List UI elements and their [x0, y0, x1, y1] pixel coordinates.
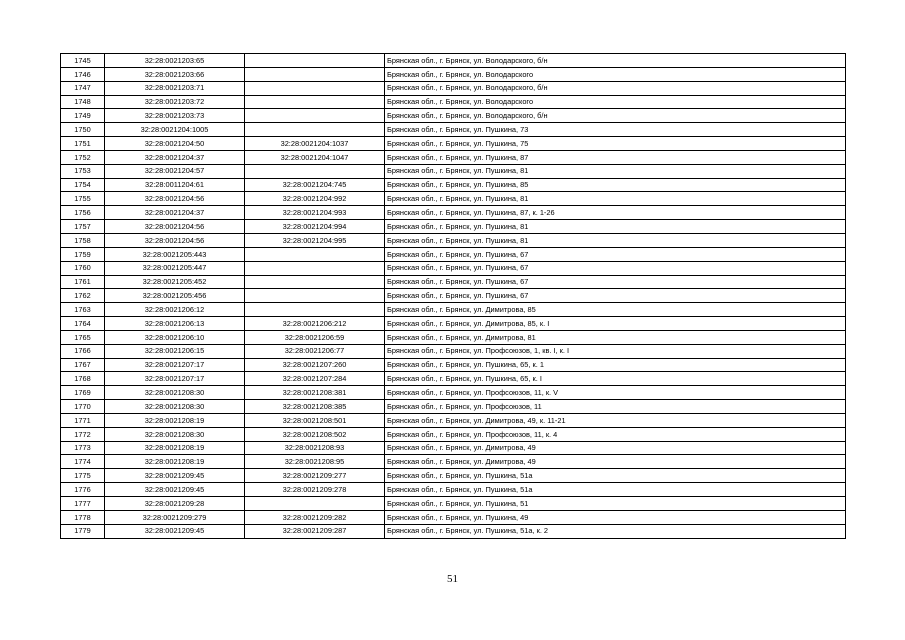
table-row [61, 483, 846, 497]
related-cadastral-number-cell: 32:28:0021207:260 [245, 358, 385, 372]
address-cell: Брянская обл., г. Брянск, ул. Пушкина, 75 [385, 137, 846, 151]
cadastral-number-cell: 32:28:0021209:45 [105, 483, 245, 497]
table-row [61, 441, 846, 455]
table-row [61, 150, 846, 164]
row-number-cell: 1767 [61, 358, 105, 372]
address-cell: Брянская обл., г. Брянск, ул. Димитрова, 49 [385, 441, 846, 455]
row-number-cell: 1776 [61, 483, 105, 497]
table-row [61, 275, 846, 289]
cadastral-number-cell: 32:28:0021206:10 [105, 330, 245, 344]
related-cadastral-number-cell: 32:28:0021209:277 [245, 469, 385, 483]
cadastral-number-cell: 32:28:0021206:12 [105, 303, 245, 317]
related-cadastral-number-cell [245, 289, 385, 303]
address-cell: Брянская обл., г. Брянск, ул. Пушкина, 85 [385, 178, 846, 192]
related-cadastral-number-cell: 32:28:0021208:381 [245, 386, 385, 400]
table-row [61, 95, 846, 109]
related-cadastral-number-cell: 32:28:0021204:994 [245, 220, 385, 234]
address-cell: Брянская обл., г. Брянск, ул. Володарского [385, 95, 846, 109]
related-cadastral-number-cell: 32:28:0021204:995 [245, 233, 385, 247]
row-number-cell: 1751 [61, 137, 105, 151]
cadastral-number-cell: 32:28:0021204:37 [105, 206, 245, 220]
cadastral-number-cell: 32:28:0021207:17 [105, 372, 245, 386]
cadastral-number-cell: 32:28:0021204:56 [105, 192, 245, 206]
address-cell: Брянская обл., г. Брянск, ул. Пушкина, 67 [385, 247, 846, 261]
address-cell: Брянская обл., г. Брянск, ул. Пушкина, 87 [385, 150, 846, 164]
cadastral-number-cell: 32:28:0021209:28 [105, 497, 245, 511]
row-number-cell: 1760 [61, 261, 105, 275]
cadastral-number-cell: 32:28:0021208:30 [105, 427, 245, 441]
related-cadastral-number-cell: 32:28:0021207:284 [245, 372, 385, 386]
row-number-cell: 1765 [61, 330, 105, 344]
related-cadastral-number-cell: 32:28:0021209:282 [245, 510, 385, 524]
table-row [61, 261, 846, 275]
row-number-cell: 1777 [61, 497, 105, 511]
table-row [61, 303, 846, 317]
address-cell: Брянская обл., г. Брянск, ул. Димитрова, 49, к. 11-21 [385, 413, 846, 427]
cadastral-number-cell: 32:28:0021203:66 [105, 67, 245, 81]
cadastral-number-cell: 32:28:0021205:443 [105, 247, 245, 261]
cadastral-number-cell: 32:28:0021208:19 [105, 455, 245, 469]
row-number-cell: 1768 [61, 372, 105, 386]
address-cell: Брянская обл., г. Брянск, ул. Пушкина, 51а [385, 483, 846, 497]
cadastral-table [60, 53, 846, 539]
table-row [61, 358, 846, 372]
table-row [61, 386, 846, 400]
table-row [61, 344, 846, 358]
cadastral-number-cell: 32:28:0021206:15 [105, 344, 245, 358]
table-row [61, 164, 846, 178]
related-cadastral-number-cell: 32:28:0021204:745 [245, 178, 385, 192]
table-row [61, 469, 846, 483]
address-cell: Брянская обл., г. Брянск, ул. Пушкина, 81 [385, 164, 846, 178]
table-row [61, 67, 846, 81]
cadastral-number-cell: 32:28:0021206:13 [105, 317, 245, 331]
related-cadastral-number-cell: 32:28:0021204:992 [245, 192, 385, 206]
cadastral-number-cell: 32:28:0021204:1005 [105, 123, 245, 137]
table-row [61, 192, 846, 206]
table-row [61, 220, 846, 234]
table-row [61, 289, 846, 303]
row-number-cell: 1747 [61, 81, 105, 95]
table-row [61, 330, 846, 344]
related-cadastral-number-cell: 32:28:0021209:287 [245, 524, 385, 538]
address-cell: Брянская обл., г. Брянск, ул. Пушкина, 67 [385, 261, 846, 275]
row-number-cell: 1753 [61, 164, 105, 178]
cadastral-number-cell: 32:28:0021204:37 [105, 150, 245, 164]
related-cadastral-number-cell: 32:28:0021208:95 [245, 455, 385, 469]
row-number-cell: 1775 [61, 469, 105, 483]
address-cell: Брянская обл., г. Брянск, ул. Димитрова, 85, к. I [385, 317, 846, 331]
related-cadastral-number-cell [245, 95, 385, 109]
table-row [61, 427, 846, 441]
address-cell: Брянская обл., г. Брянск, ул. Пушкина, 81 [385, 192, 846, 206]
related-cadastral-number-cell: 32:28:0021209:278 [245, 483, 385, 497]
cadastral-number-cell: 32:28:0011204:61 [105, 178, 245, 192]
cadastral-number-cell: 32:28:0021208:19 [105, 413, 245, 427]
table-row [61, 137, 846, 151]
address-cell: Брянская обл., г. Брянск, ул. Володарского, б/н [385, 109, 846, 123]
address-cell: Брянская обл., г. Брянск, ул. Профсоюзов, 11 [385, 400, 846, 414]
address-cell: Брянская обл., г. Брянск, ул. Профсоюзов, 11, к. V [385, 386, 846, 400]
table-row [61, 81, 846, 95]
address-cell: Брянская обл., г. Брянск, ул. Пушкина, 51а [385, 469, 846, 483]
table-row [61, 497, 846, 511]
address-cell: Брянская обл., г. Брянск, ул. Володарского [385, 67, 846, 81]
row-number-cell: 1769 [61, 386, 105, 400]
address-cell: Брянская обл., г. Брянск, ул. Димитрова, 81 [385, 330, 846, 344]
cadastral-number-cell: 32:28:0021204:50 [105, 137, 245, 151]
row-number-cell: 1757 [61, 220, 105, 234]
related-cadastral-number-cell [245, 247, 385, 261]
address-cell: Брянская обл., г. Брянск, ул. Пушкина, 67 [385, 289, 846, 303]
page-number: 51 [447, 573, 458, 585]
table-row [61, 524, 846, 538]
table-row [61, 247, 846, 261]
cadastral-number-cell: 32:28:0021205:456 [105, 289, 245, 303]
table-row [61, 455, 846, 469]
related-cadastral-number-cell: 32:28:0021208:93 [245, 441, 385, 455]
row-number-cell: 1771 [61, 413, 105, 427]
cadastral-number-cell: 32:28:0021204:57 [105, 164, 245, 178]
row-number-cell: 1778 [61, 510, 105, 524]
address-cell: Брянская обл., г. Брянск, ул. Пушкина, 73 [385, 123, 846, 137]
cadastral-number-cell: 32:28:0021208:30 [105, 400, 245, 414]
address-cell: Брянская обл., г. Брянск, ул. Пушкина, 51а, к. 2 [385, 524, 846, 538]
address-cell: Брянская обл., г. Брянск, ул. Димитрова, 85 [385, 303, 846, 317]
cadastral-number-cell: 32:28:0021208:30 [105, 386, 245, 400]
row-number-cell: 1748 [61, 95, 105, 109]
cadastral-table-body [61, 54, 846, 539]
row-number-cell: 1762 [61, 289, 105, 303]
cadastral-number-cell: 32:28:0021204:56 [105, 220, 245, 234]
related-cadastral-number-cell [245, 275, 385, 289]
row-number-cell: 1755 [61, 192, 105, 206]
table-row [61, 206, 846, 220]
cadastral-number-cell: 32:28:0021203:71 [105, 81, 245, 95]
cadastral-number-cell: 32:28:0021209:45 [105, 524, 245, 538]
row-number-cell: 1756 [61, 206, 105, 220]
row-number-cell: 1759 [61, 247, 105, 261]
related-cadastral-number-cell: 32:28:0021208:385 [245, 400, 385, 414]
address-cell: Брянская обл., г. Брянск, ул. Пушкина, 81 [385, 233, 846, 247]
address-cell: Брянская обл., г. Брянск, ул. Профсоюзов, 1, кв. I, к. I [385, 344, 846, 358]
row-number-cell: 1770 [61, 400, 105, 414]
row-number-cell: 1774 [61, 455, 105, 469]
related-cadastral-number-cell: 32:28:0021208:502 [245, 427, 385, 441]
related-cadastral-number-cell [245, 303, 385, 317]
cadastral-number-cell: 32:28:0021207:17 [105, 358, 245, 372]
related-cadastral-number-cell: 32:28:0021206:77 [245, 344, 385, 358]
row-number-cell: 1766 [61, 344, 105, 358]
related-cadastral-number-cell [245, 261, 385, 275]
cadastral-number-cell: 32:28:0021205:447 [105, 261, 245, 275]
address-cell: Брянская обл., г. Брянск, ул. Профсоюзов, 11, к. 4 [385, 427, 846, 441]
table-row [61, 510, 846, 524]
cadastral-number-cell: 32:28:0021203:73 [105, 109, 245, 123]
row-number-cell: 1761 [61, 275, 105, 289]
address-cell: Брянская обл., г. Брянск, ул. Володарского, б/н [385, 81, 846, 95]
address-cell: Брянская обл., г. Брянск, ул. Володарского, б/н [385, 54, 846, 68]
related-cadastral-number-cell: 32:28:0021204:1047 [245, 150, 385, 164]
table-row [61, 400, 846, 414]
row-number-cell: 1752 [61, 150, 105, 164]
address-cell: Брянская обл., г. Брянск, ул. Пушкина, 87, к. 1-26 [385, 206, 846, 220]
row-number-cell: 1779 [61, 524, 105, 538]
address-cell: Брянская обл., г. Брянск, ул. Пушкина, 81 [385, 220, 846, 234]
row-number-cell: 1750 [61, 123, 105, 137]
table-row [61, 54, 846, 68]
table-row [61, 372, 846, 386]
related-cadastral-number-cell: 32:28:0021204:1037 [245, 137, 385, 151]
table-row [61, 123, 846, 137]
table-row [61, 233, 846, 247]
address-cell: Брянская обл., г. Брянск, ул. Пушкина, 65, к. I [385, 372, 846, 386]
related-cadastral-number-cell [245, 123, 385, 137]
row-number-cell: 1745 [61, 54, 105, 68]
address-cell: Брянская обл., г. Брянск, ул. Пушкина, 65, к. 1 [385, 358, 846, 372]
cadastral-number-cell: 32:28:0021209:45 [105, 469, 245, 483]
related-cadastral-number-cell: 32:28:0021204:993 [245, 206, 385, 220]
row-number-cell: 1746 [61, 67, 105, 81]
row-number-cell: 1758 [61, 233, 105, 247]
row-number-cell: 1764 [61, 317, 105, 331]
address-cell: Брянская обл., г. Брянск, ул. Пушкина, 49 [385, 510, 846, 524]
related-cadastral-number-cell [245, 67, 385, 81]
related-cadastral-number-cell [245, 164, 385, 178]
row-number-cell: 1772 [61, 427, 105, 441]
cadastral-number-cell: 32:28:0021203:65 [105, 54, 245, 68]
cadastral-number-cell: 32:28:0021208:19 [105, 441, 245, 455]
row-number-cell: 1749 [61, 109, 105, 123]
cadastral-number-cell: 32:28:0021205:452 [105, 275, 245, 289]
address-cell: Брянская обл., г. Брянск, ул. Димитрова, 49 [385, 455, 846, 469]
related-cadastral-number-cell [245, 54, 385, 68]
row-number-cell: 1754 [61, 178, 105, 192]
cadastral-number-cell: 32:28:0021204:56 [105, 233, 245, 247]
table-row [61, 317, 846, 331]
row-number-cell: 1763 [61, 303, 105, 317]
table-row [61, 109, 846, 123]
table-row [61, 413, 846, 427]
related-cadastral-number-cell [245, 81, 385, 95]
related-cadastral-number-cell: 32:28:0021206:59 [245, 330, 385, 344]
related-cadastral-number-cell [245, 109, 385, 123]
related-cadastral-number-cell: 32:28:0021206:212 [245, 317, 385, 331]
address-cell: Брянская обл., г. Брянск, ул. Пушкина, 51 [385, 497, 846, 511]
table-row [61, 178, 846, 192]
cadastral-number-cell: 32:28:0021209:279 [105, 510, 245, 524]
address-cell: Брянская обл., г. Брянск, ул. Пушкина, 67 [385, 275, 846, 289]
cadastral-number-cell: 32:28:0021203:72 [105, 95, 245, 109]
related-cadastral-number-cell [245, 497, 385, 511]
related-cadastral-number-cell: 32:28:0021208:501 [245, 413, 385, 427]
row-number-cell: 1773 [61, 441, 105, 455]
